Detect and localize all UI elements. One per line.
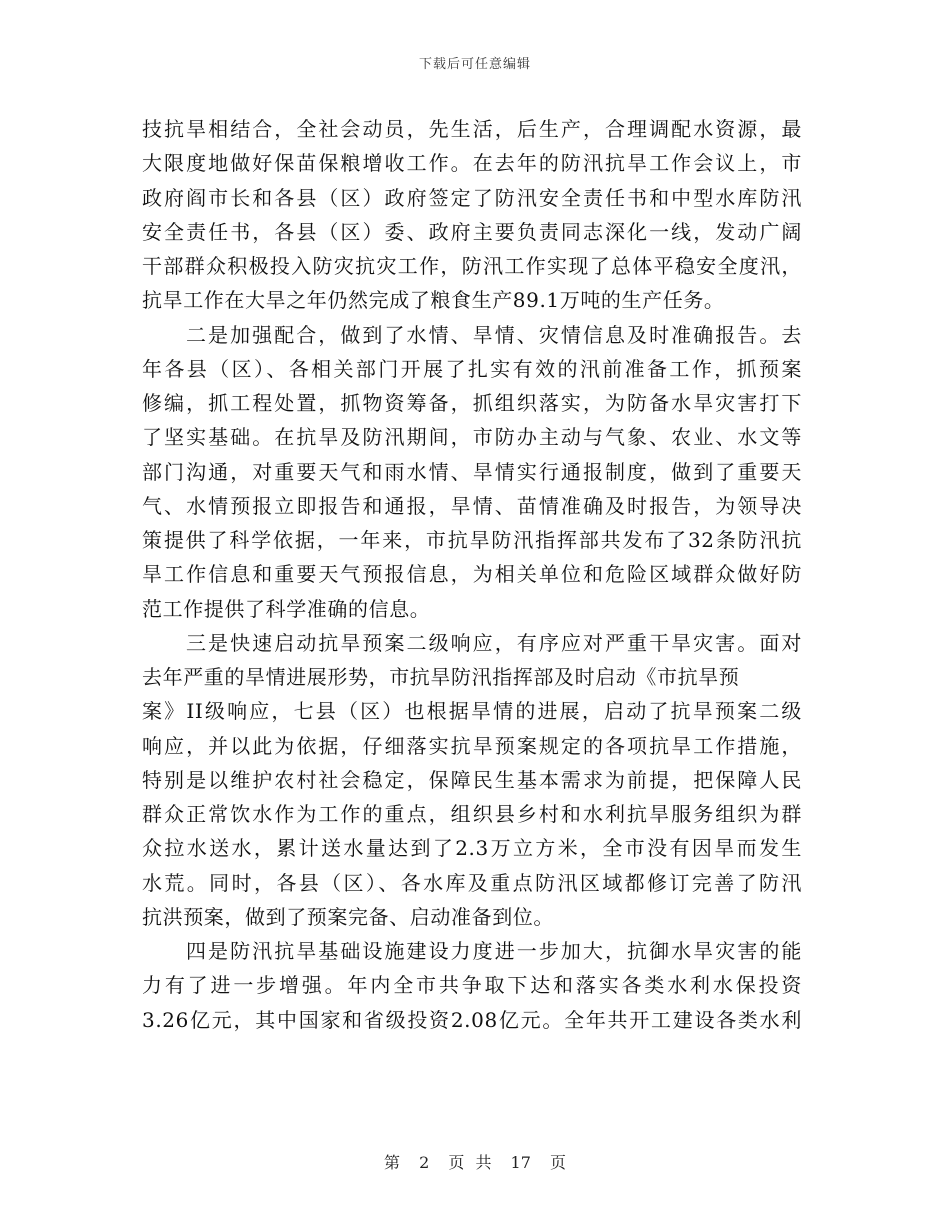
paragraph-start-line: 二是加强配合，做到了水情、旱情、灾情信息及时准确报告。去 (186, 322, 802, 347)
text-line: 抗洪预案，做到了预案完备、启动准备到位。 (142, 904, 554, 929)
text-line: 案》II级响应，七县（区）也根据旱情的进展，启动了抗旱预案二级 (142, 699, 802, 724)
text-line: 3.26亿元，其中国家和省级投资2.08亿元。全年共开工建设各类水利 (142, 1007, 802, 1032)
text-line: 旱工作信息和重要天气预报信息，为相关单位和危险区域群众做好防 (142, 562, 802, 587)
total-pages-number: 17 (510, 1153, 531, 1172)
text-line: 了坚实基础。在抗旱及防汛期间，市防办主动与气象、农业、水文等 (142, 425, 802, 450)
text-line: 水荒。同时，各县（区）、各水库及重点防汛区域都修订完善了防汛 (142, 870, 802, 895)
text-line: 气、水情预报立即报告和通报，旱情、苗情准确及时报告，为领导决 (142, 493, 802, 518)
document-body (142, 112, 802, 1037)
text-line: 安全责任书，各县（区）委、政府主要负责同志深化一线，发动广阔 (142, 219, 802, 244)
text-line: 力有了进一步增强。年内全市共争取下达和落实各类水利水保投资 (142, 973, 802, 998)
text-line: 政府阎市长和各县（区）政府签定了防汛安全责任书和中型水库防汛 (142, 185, 802, 210)
text-line: 特别是以维护农村社会稳定，保障民生基本需求为前提，把保障人民 (142, 767, 802, 792)
paragraph-start-line: 三是快速启动抗旱预案二级响应，有序应对严重干旱灾害。面对 (186, 630, 802, 655)
current-page-number: 2 (419, 1153, 430, 1172)
text-line: 干部群众积极投入防灾抗灾工作，防汛工作实现了总体平稳安全度汛， (142, 254, 802, 278)
text-line: 群众正常饮水作为工作的重点，组织县乡村和水利抗旱服务组织为群 (142, 802, 802, 826)
text-line: 策提供了科学依据，一年来，市抗旱防汛指挥部共发布了32条防汛抗 (142, 528, 802, 552)
page-header: 下载后可任意编辑 (418, 57, 531, 72)
page-label-suffix: 页 (550, 1153, 567, 1172)
text-line: 技抗旱相结合，全社会动员，先生活，后生产，合理调配水资源，最 (142, 117, 802, 141)
text-line: 去年严重的旱情进展形势，市抗旱防汛指挥部及时启动《市抗旱预 (142, 665, 740, 689)
paragraph-start-line: 四是防汛抗旱基础设施建设力度进一步加大，抗御水旱灾害的能 (186, 939, 802, 963)
text-line: 部门沟通，对重要天气和雨水情、旱情实行通报制度，做到了重要天 (142, 459, 802, 484)
text-line: 抗旱工作在大旱之年仍然完成了粮食生产89.1万吨的生产任务。 (142, 288, 725, 313)
text-line: 修编，抓工程处置，抓物资筹备，抓组织落实，为防备水旱灾害打下 (142, 391, 802, 415)
text-line: 范工作提供了科学准确的信息。 (142, 596, 431, 621)
text-line: 众拉水送水，累计送水量达到了2.3万立方米，全市没有因旱而发生 (142, 836, 802, 861)
text-line: 年各县（区）、各相关部门开展了扎实有效的汛前准备工作，抓预案 (142, 356, 802, 381)
text-line: 响应，并以此为依据，仔细落实抗旱预案规定的各项抗旱工作措施， (142, 733, 802, 758)
text-line: 大限度地做好保苗保粮增收工作。在去年的防汛抗旱工作会议上，市 (142, 151, 802, 176)
page-label-middle: 页 共 (448, 1153, 492, 1172)
page-footer (0, 1150, 950, 1173)
page-label-prefix: 第 (383, 1153, 400, 1172)
